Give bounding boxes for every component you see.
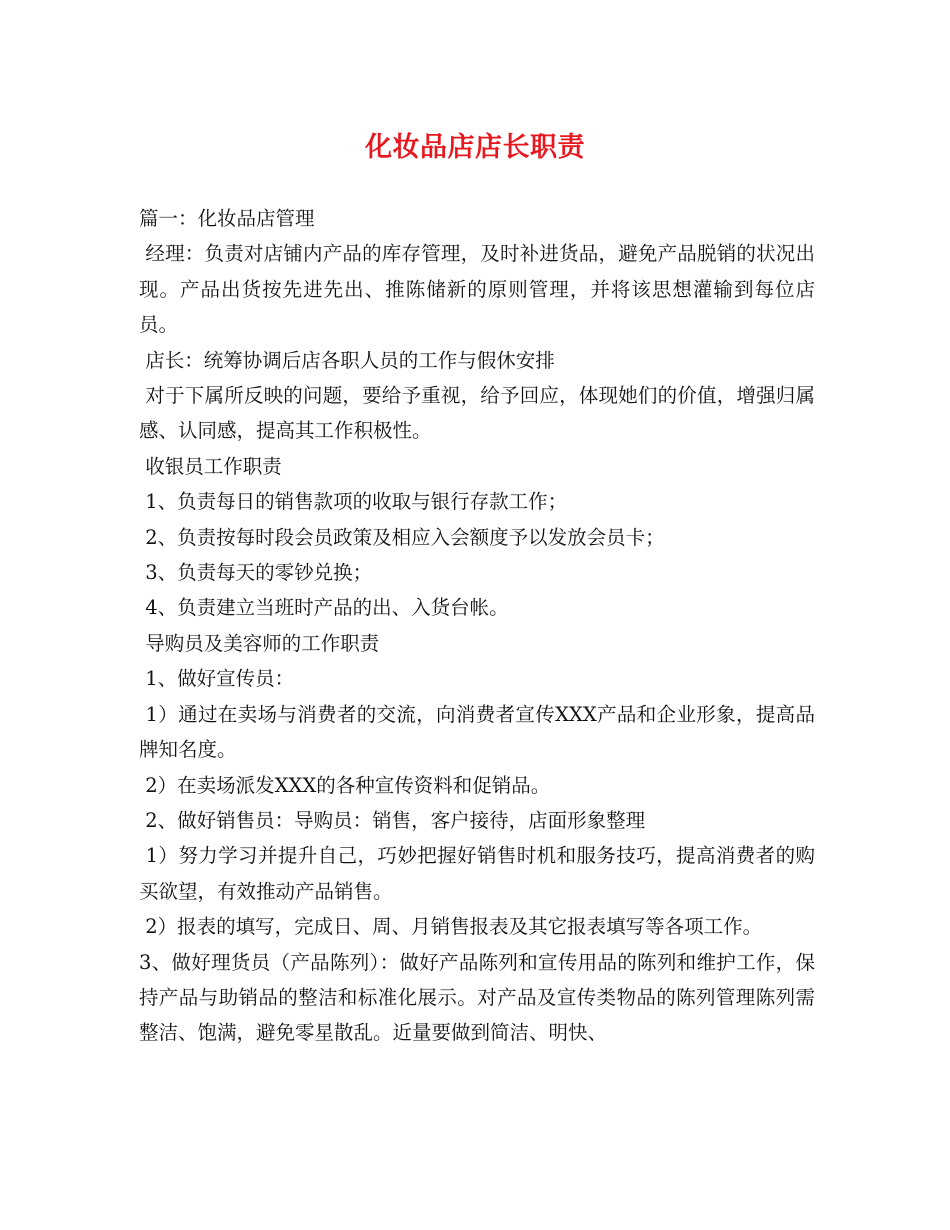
paragraph-guide-item-2: 2、做好销售员：导购员：销售，客户接待，店面形象整理 [139,808,646,832]
paragraph-cashier-item-3: 3、负责每天的零钞兑换； [139,561,373,585]
paragraph-section-heading: 篇一：化妆品店管理 [139,207,315,230]
paragraph-guide-item-1-2: 2）在卖场派发XXX的各种宣传资料和促销品。 [139,773,551,797]
paragraph-cashier-heading: 收银员工作职责 [139,454,282,478]
paragraph-manager-duties: 经理：负责对店铺内产品的库存管理，及时补进货品，避免产品脱销的状况出现。产品出货按先进先出、推陈储新的原则管理，并将该思想灌输到每位店员。 [139,242,815,337]
paragraph-subordinate-issues: 对于下属所反映的问题，要给予重视，给予回应，体现她们的价值，增强归属感、认同感，提高其工作积极性。 [139,384,815,443]
paragraph-cashier-item-4: 4、负责建立当班时产品的出、入货台帐。 [139,596,509,620]
paragraph-guide-item-1-1: 1）通过在卖场与消费者的交流，向消费者宣传XXX产品和企业形象，提高品牌知名度。 [139,702,815,762]
paragraph-guide-item-2-2: 2）报表的填写，完成日、周、月销售报表及其它报表填写等各项工作。 [139,915,763,939]
paragraph-cashier-item-2: 2、负责按每时段会员政策及相应入会额度予以发放会员卡； [139,525,665,549]
paragraph-guide-item-3: 3、做好理货员（产品陈列）：做好产品陈列和宣传用品的陈列和维护工作，保持产品与助销品的整洁和标准化展示。对产品及宣传类物品的陈列管理陈列需整洁、饱满，避免零星散乱。近量要做到简洁、明快、 [139,950,815,1045]
paragraph-store-manager: 店长：统筹协调后店各职人员的工作与假休安排 [139,348,555,372]
paragraph-guide-item-2-1: 1）努力学习并提升自己，巧妙把握好销售时机和服务技巧，提高消费者的购买欲望，有效推动产品销售。 [139,844,815,903]
document-title: 化妆品店店长职责 [365,132,585,163]
paragraph-cashier-item-1: 1、负责每日的销售款项的收取与银行存款工作； [139,490,568,514]
paragraph-guide-item-1: 1、做好宣传员： [139,667,295,691]
paragraph-guide-heading: 导购员及美容师的工作职责 [139,631,380,655]
document-body [139,201,815,1051]
